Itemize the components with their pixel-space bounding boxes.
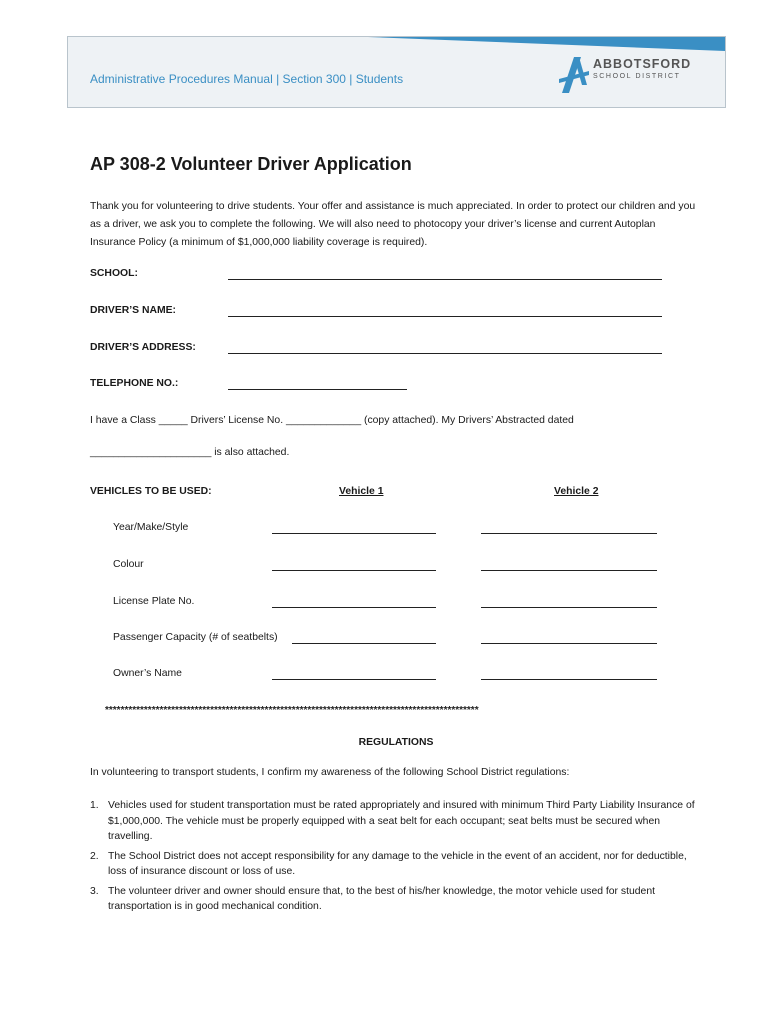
vehicle-row-label: Passenger Capacity (# of seatbelts) [113,632,278,643]
regulations-title: REGULATIONS [358,737,434,748]
vehicle-1-heading: Vehicle 1 [339,486,384,497]
telephone-label: TELEPHONE NO.: [90,378,179,389]
vehicle-1-owner-field[interactable] [272,679,436,680]
vehicle-1-capacity-field[interactable] [292,643,436,644]
vehicle-2-owner-field[interactable] [481,679,657,680]
vehicle-1-plate-field[interactable] [272,607,436,608]
header-stripe [68,37,725,51]
vehicle-2-year-field[interactable] [481,533,657,534]
vehicle-row-label: Owner’s Name [113,668,182,679]
list-item-number: 2. [90,850,99,862]
school-label: SCHOOL: [90,268,138,279]
drivers-name-field[interactable] [228,316,662,317]
drivers-address-field[interactable] [228,353,662,354]
list-item-number: 3. [90,885,99,897]
vehicle-row-label: Colour [113,559,144,570]
intro-paragraph: Thank you for volunteering to drive students. Your offer and assistance is much appreciated. In order to protect our children and you as a driver, we ask you to complete the following. We will also need to photocopy your driver’s license and current Autoplan Insurance Policy (a minimum of $1,000,000 liability coverage is required). [90,201,696,248]
list-item-text: Vehicles used for student transportation must be rated appropriately and insured with minimum Third Party Liability Insurance of $1,000,000. The vehicle must be properly equipped with a seat belt for each occupant; seat belts must be secured when travelling. [108,800,695,842]
page-title: AP 308-2 Volunteer Driver Application [90,154,412,174]
list-item [90,849,700,880]
abstract-statement: _____________________ is also attached. [90,447,290,458]
drivers-name-label: DRIVER’S NAME: [90,305,177,316]
license-statement: I have a Class _____ Drivers’ License No. _____________ (copy attached). My Drivers’ Abstracted dated [90,415,574,426]
regulations-list [90,798,700,919]
vehicle-1-colour-field[interactable] [272,570,436,571]
vehicle-2-plate-field[interactable] [481,607,657,608]
section-separator: ************************************************************************************************ [105,705,479,716]
list-item-number: 1. [90,800,99,811]
list-item-text: The volunteer driver and owner should ensure that, to the best of his/her knowledge, the motor vehicle used for student transportation is in good mechanical condition. [108,885,655,912]
vehicle-row-label: Year/Make/Style [113,522,189,533]
list-item-text: The School District does not accept responsibility for any damage to the vehicle in the event of an accident, nor for deductible, loss of insurance discount or loss of use. [108,850,687,877]
school-field[interactable] [228,279,662,280]
header-text: Administrative Procedures Manual | Section 300 | Students [90,72,404,86]
page-header [67,36,726,108]
district-logo [557,55,707,95]
drivers-address-label: DRIVER’S ADDRESS: [90,342,196,353]
vehicle-2-heading: Vehicle 2 [554,486,599,497]
vehicle-1-year-field[interactable] [272,533,436,534]
vehicle-row-label: License Plate No. [113,596,195,607]
list-item [90,884,700,915]
telephone-field[interactable] [228,389,407,390]
logo-a-icon [557,55,591,95]
logo-subname: SCHOOL DISTRICT [593,73,681,80]
regulations-intro: In volunteering to transport students, I confirm my awareness of the following School District regulations: [90,767,570,778]
logo-name: ABBOTSFORD [593,57,692,71]
vehicles-label: VEHICLES TO BE USED: [90,486,212,497]
vehicle-2-capacity-field[interactable] [481,643,657,644]
list-item [90,798,700,845]
vehicle-2-colour-field[interactable] [481,570,657,571]
